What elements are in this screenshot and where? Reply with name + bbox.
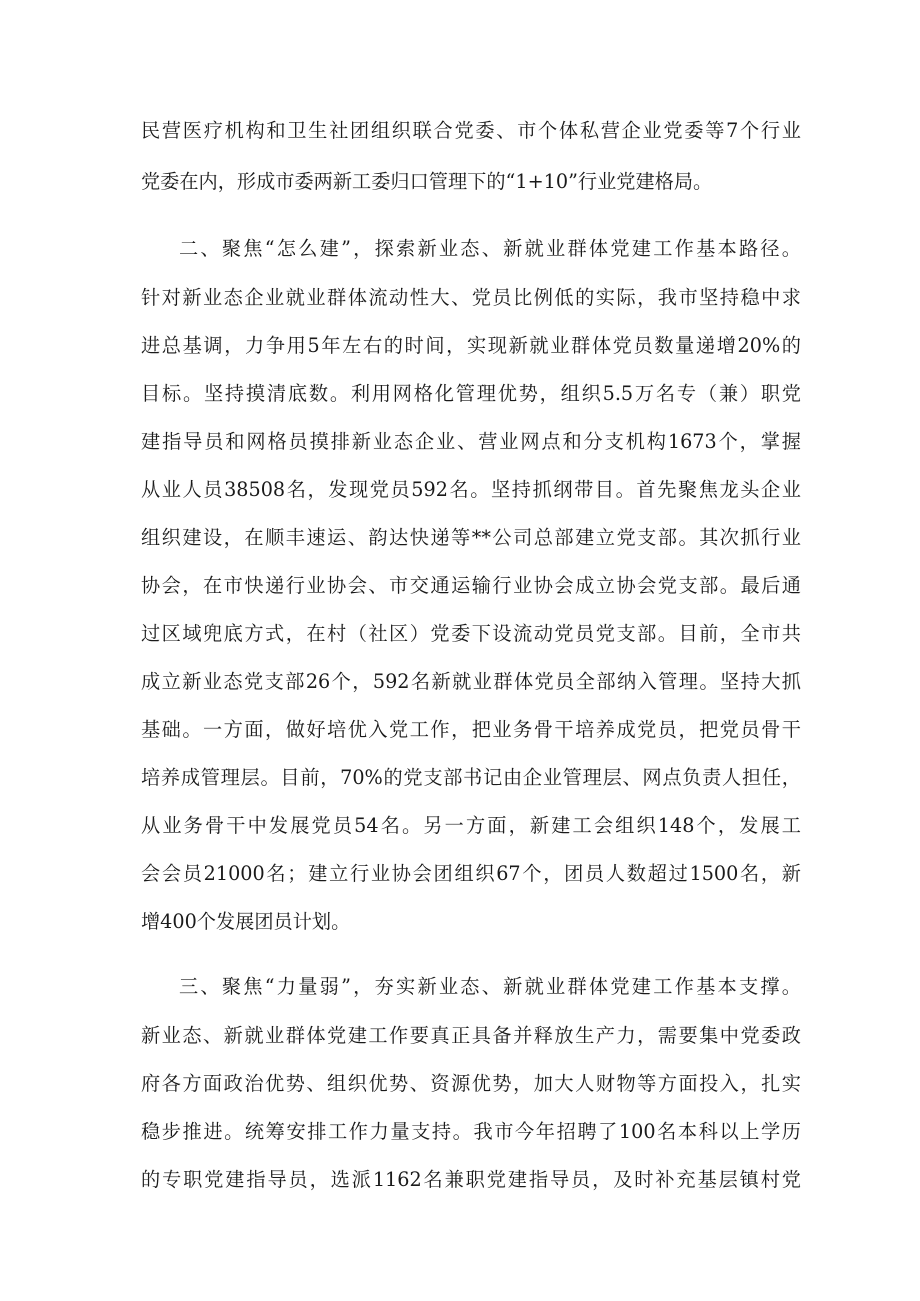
paragraph-line: 的专职党建指导员，选派1162名兼职党建指导员，及时补充基层镇村党 — [141, 1168, 801, 1191]
paragraph-line: 成立新业态党支部26个，592名新就业群体党员全部纳入管理。坚持大抓 — [141, 670, 801, 693]
paragraph-line: 从业务骨干中发展党员54名。另一方面，新建工会组织148个，发展工 — [141, 814, 801, 837]
paragraph-line: 民营医疗机构和卫生社团组织联合党委、市个体私营企业党委等7个行业 — [141, 119, 801, 142]
section-heading-2: 二、聚焦“怎么建”，探索新业态、新就业群体党建工作基本路径。 — [179, 237, 801, 260]
section-heading-3: 三、聚焦“力量弱”，夯实新业态、新就业群体党建工作基本支撑。 — [179, 975, 801, 998]
paragraph-line: 协会，在市快递行业协会、市交通运输行业协会成立协会党支部。最后通 — [141, 574, 801, 597]
paragraph-line: 目标。坚持摸清底数。利用网格化管理优势，组织5.5万名专（兼）职党 — [141, 382, 801, 405]
paragraph-line: 建指导员和网格员摸排新业态企业、营业网点和分支机构1673个，掌握 — [141, 430, 801, 453]
paragraph-line: 稳步推进。统筹安排工作力量支持。我市今年招聘了100名本科以上学历 — [141, 1120, 801, 1143]
paragraph-line: 会会员21000名；建立行业协会团组织67个，团员人数超过1500名，新 — [141, 862, 801, 885]
paragraph-line: 府各方面政治优势、组织优势、资源优势，加大人财物等方面投入，扎实 — [141, 1072, 801, 1095]
paragraph-line: 增400个发展团员计划。 — [141, 910, 351, 933]
paragraph-line: 组织建设，在顺丰速运、韵达快递等**公司总部建立党支部。其次抓行业 — [141, 526, 801, 549]
paragraph-line: 进总基调，力争用5年左右的时间，实现新就业群体党员数量递增20%的 — [141, 334, 801, 357]
paragraph-line: 培养成管理层。目前，70%的党支部书记由企业管理层、网点负责人担任， — [141, 766, 801, 789]
paragraph-line: 基础。一方面，做好培优入党工作，把业务骨干培养成党员，把党员骨干 — [141, 718, 801, 741]
paragraph-line: 党委在内，形成市委两新工委归口管理下的“1+10”行业党建格局。 — [141, 170, 713, 193]
paragraph-line: 过区域兜底方式，在村（社区）党委下设流动党员党支部。目前，全市共 — [141, 622, 801, 645]
paragraph-line: 新业态、新就业群体党建工作要真正具备并释放生产力，需要集中党委政 — [141, 1024, 801, 1047]
paragraph-line: 从业人员38508名，发现党员592名。坚持抓纲带目。首先聚焦龙头企业 — [141, 478, 801, 501]
paragraph-line: 针对新业态企业就业群体流动性大、党员比例低的实际，我市坚持稳中求 — [141, 286, 801, 309]
